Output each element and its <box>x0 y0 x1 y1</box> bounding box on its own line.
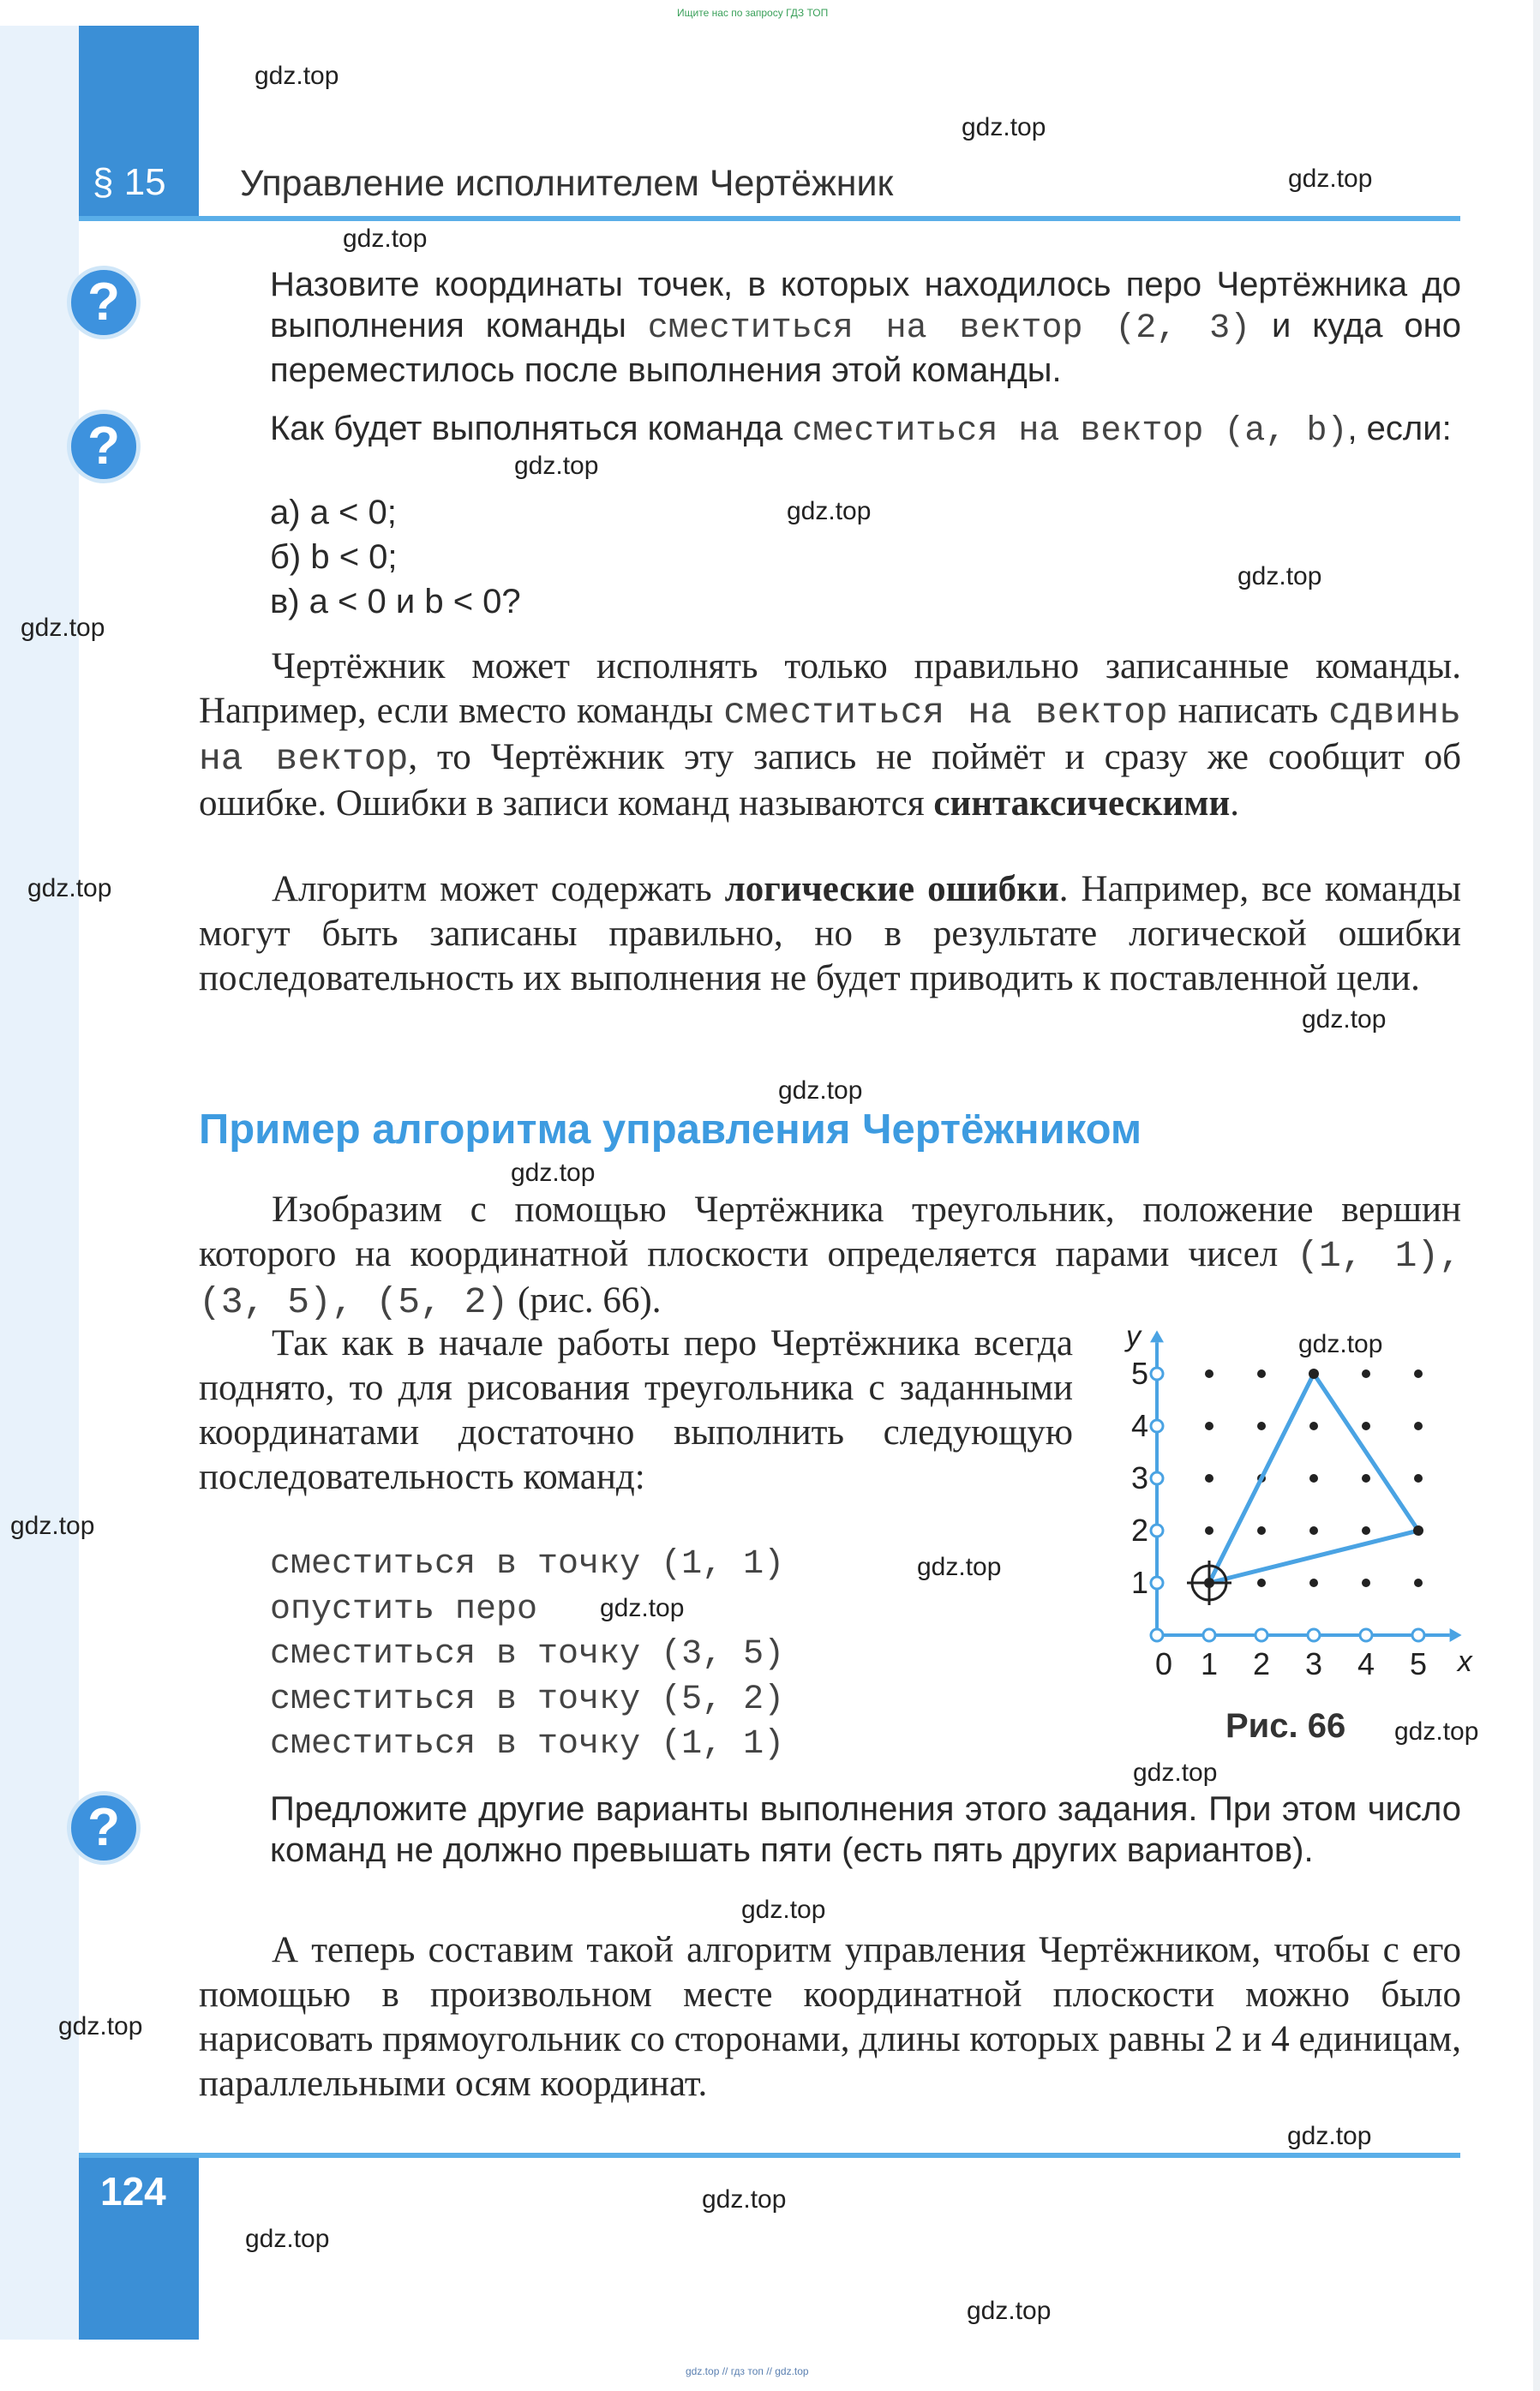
command-line: сместиться в точку (1, 1) <box>270 1725 785 1764</box>
text-run: . Например, все команды могут быть записаны правильно, но в результате логической ошибки последовательность их выполнения не будет приводить к поставленной цели. <box>199 869 1461 998</box>
page-edge <box>1533 0 1540 2391</box>
x-tick-mark <box>1255 1629 1267 1641</box>
x-axis-label: x <box>1457 1645 1472 1678</box>
watermark: gdz.top <box>245 2225 330 2253</box>
x-tick-mark <box>1151 1629 1163 1641</box>
text-run: Чертёжник может исполнять только правильно записанные команды. Например, если вместо команды <box>199 646 1461 731</box>
text-run: Изобразим с помощью Чертёжника треугольник, положение вершин которого на координатной плоскости определяется парами чисел <box>199 1190 1461 1274</box>
paragraph-example <box>199 1188 1461 1325</box>
grid-point <box>1257 1579 1266 1587</box>
question-icon: ? <box>67 266 141 339</box>
y-tick-label: 1 <box>1130 1565 1149 1600</box>
grid-point <box>1205 1526 1213 1535</box>
grid-point <box>1309 1579 1318 1587</box>
grid-point <box>1309 1474 1318 1483</box>
chapter-title: Управление исполнителем Чертёжник <box>240 163 894 204</box>
command-inline: сместиться на вектор (a, b) <box>792 412 1348 451</box>
grid-point <box>1362 1526 1370 1535</box>
text-run: Алгоритм может содержать <box>272 869 725 909</box>
paragraph-rectangle-task: А теперь составим такой алгоритм управления Чертёжником, чтобы с его помощью в произвольном месте координатной плоскости можно было нарисовать прямоугольник со сторонами, длины которых равны 2 и 4 единицам, параллельными осям координат. <box>199 1930 1461 2104</box>
watermark: gdz.top <box>778 1076 863 1105</box>
x-tick-mark <box>1412 1629 1424 1641</box>
watermark: gdz.top <box>1237 562 1322 590</box>
y-axis-label: y <box>1126 1320 1141 1353</box>
question-2-options <box>270 492 1127 626</box>
grid-point <box>1205 1422 1213 1430</box>
section-number: § 15 <box>93 161 166 203</box>
watermark: gdz.top <box>787 497 872 525</box>
watermark: gdz.top <box>1302 1005 1387 1034</box>
question-icon: ? <box>67 1791 141 1865</box>
footer-rule <box>79 2153 1460 2158</box>
question-1 <box>270 264 1461 391</box>
option-item: в) a < 0 и b < 0? <box>270 583 521 620</box>
x-tick-mark <box>1203 1629 1215 1641</box>
x-tick-label: 2 <box>1252 1646 1271 1681</box>
command-line: сместиться в точку (3, 5) <box>270 1635 785 1674</box>
grid-point <box>1205 1474 1213 1483</box>
x-axis-arrow <box>1450 1628 1462 1642</box>
watermark: gdz.top <box>967 2297 1052 2325</box>
y-tick-label: 3 <box>1130 1460 1149 1495</box>
watermark: gdz.top <box>1288 165 1373 193</box>
y-tick-label: 4 <box>1130 1408 1149 1443</box>
question-2 <box>270 408 1461 452</box>
y-tick-label: 2 <box>1130 1513 1149 1548</box>
top-note: Ищите нас по запросу ГДЗ ТОП <box>677 7 829 19</box>
watermark: gdz.top <box>962 113 1046 141</box>
grid-point <box>1414 1422 1423 1430</box>
text-run: написать <box>1167 691 1329 731</box>
triangle-vertex <box>1413 1525 1423 1536</box>
grid-point <box>1257 1422 1266 1430</box>
question-2-text-end: , если: <box>1347 410 1452 447</box>
paragraph-pen-start: Так как в начале работы перо Чертёжника всегда поднято, то для рисования треугольника с заданными координатами достаточно выполнить следующую последовательность команд: <box>199 1323 1073 1497</box>
paragraph-logic-errors <box>199 867 1461 1001</box>
text-run: , то Чертёжник эту запись не поймёт и сразу же сообщит об ошибке. Ошибки в записи команд называются <box>199 737 1461 824</box>
margin-strip <box>0 26 79 2340</box>
command-line: опустить перо <box>270 1590 538 1629</box>
grid-point <box>1257 1369 1266 1378</box>
x-tick-mark <box>1360 1629 1372 1641</box>
text-run: (рис. 66). <box>508 1280 662 1321</box>
y-axis-arrow <box>1150 1330 1164 1342</box>
watermark: gdz.top <box>511 1159 596 1187</box>
question-3: Предложите другие варианты выполнения этого задания. При этом число команд не должно превышать пяти (есть пять других вариантов). <box>270 1790 1461 1869</box>
grid-point <box>1205 1369 1213 1378</box>
watermark: gdz.top <box>27 874 112 902</box>
watermark: gdz.top <box>741 1896 826 1924</box>
question-icon: ? <box>67 410 141 483</box>
term-bold: логические ошибки <box>724 869 1059 909</box>
grid-point <box>1414 1369 1423 1378</box>
command-line: сместиться в точку (1, 1) <box>270 1545 785 1584</box>
x-tick-label: 5 <box>1409 1646 1428 1681</box>
watermark: gdz.top <box>702 2185 787 2214</box>
y-tick-mark <box>1151 1472 1163 1484</box>
watermark: gdz.top <box>255 62 339 90</box>
x-tick-mark <box>1308 1629 1320 1641</box>
watermark: gdz.top <box>343 225 428 253</box>
page-number: 124 <box>100 2169 166 2214</box>
watermark: gdz.top <box>514 452 599 480</box>
command-inline: сместиться на вектор (2, 3) <box>647 309 1251 348</box>
grid-point <box>1309 1526 1318 1535</box>
y-tick-label: 5 <box>1130 1356 1149 1391</box>
question-1-text-end: и куда оно переместилось после выполнения этой команды. <box>270 307 1461 389</box>
grid-point <box>1362 1422 1370 1430</box>
grid-point <box>1362 1474 1370 1483</box>
triangle-vertex <box>1309 1369 1319 1379</box>
watermark: gdz.top <box>600 1594 685 1622</box>
x-tick-label: 1 <box>1200 1646 1219 1681</box>
bottom-note: gdz.top // гдз топ // gdz.top <box>686 2365 809 2377</box>
x-tick-label: 4 <box>1357 1646 1375 1681</box>
watermark: gdz.top <box>10 1512 95 1540</box>
coordinate-figure <box>1106 1320 1472 1714</box>
header-rule <box>79 216 1460 221</box>
section-heading: Пример алгоритма управления Чертёжником <box>199 1106 1142 1153</box>
command-inline: сдвинь на вектор <box>199 692 1461 780</box>
figure-caption: Рис. 66 <box>1225 1707 1346 1745</box>
coordinate-pairs: (1, 1), (3, 5), (5, 2) <box>199 1235 1461 1323</box>
y-tick-mark <box>1151 1525 1163 1537</box>
grid-point <box>1414 1474 1423 1483</box>
y-tick-mark <box>1151 1420 1163 1432</box>
grid-point <box>1257 1526 1266 1535</box>
watermark: gdz.top <box>1394 1717 1479 1746</box>
grid-point <box>1362 1369 1370 1378</box>
grid-point <box>1414 1579 1423 1587</box>
question-1-text: Назовите координаты точек, в которых находилось перо Чертёжника до выполнения команды <box>270 266 1461 345</box>
grid-point <box>1309 1422 1318 1430</box>
x-tick-label: 3 <box>1304 1646 1323 1681</box>
paragraph-syntax-errors <box>199 644 1461 826</box>
grid-point <box>1362 1579 1370 1587</box>
command-listing <box>270 1543 784 1768</box>
command-inline: сместиться на вектор <box>723 692 1168 734</box>
watermark: gdz.top <box>58 2012 143 2040</box>
term-bold: синтаксическими <box>933 783 1231 824</box>
watermark: gdz.top <box>1298 1330 1383 1358</box>
question-2-text: Как будет выполняться команда <box>270 410 793 447</box>
watermark: gdz.top <box>21 614 105 642</box>
y-tick-mark <box>1151 1577 1163 1589</box>
command-line: сместиться в точку (5, 2) <box>270 1680 785 1719</box>
option-item: б) b < 0; <box>270 538 398 576</box>
watermark: gdz.top <box>917 1553 1002 1581</box>
watermark: gdz.top <box>1133 1759 1218 1787</box>
watermark: gdz.top <box>1287 2122 1372 2150</box>
option-item: а) a < 0; <box>270 494 397 531</box>
y-tick-mark <box>1151 1368 1163 1380</box>
text-run: . <box>1230 783 1240 824</box>
x-tick-label: 0 <box>1154 1646 1173 1681</box>
